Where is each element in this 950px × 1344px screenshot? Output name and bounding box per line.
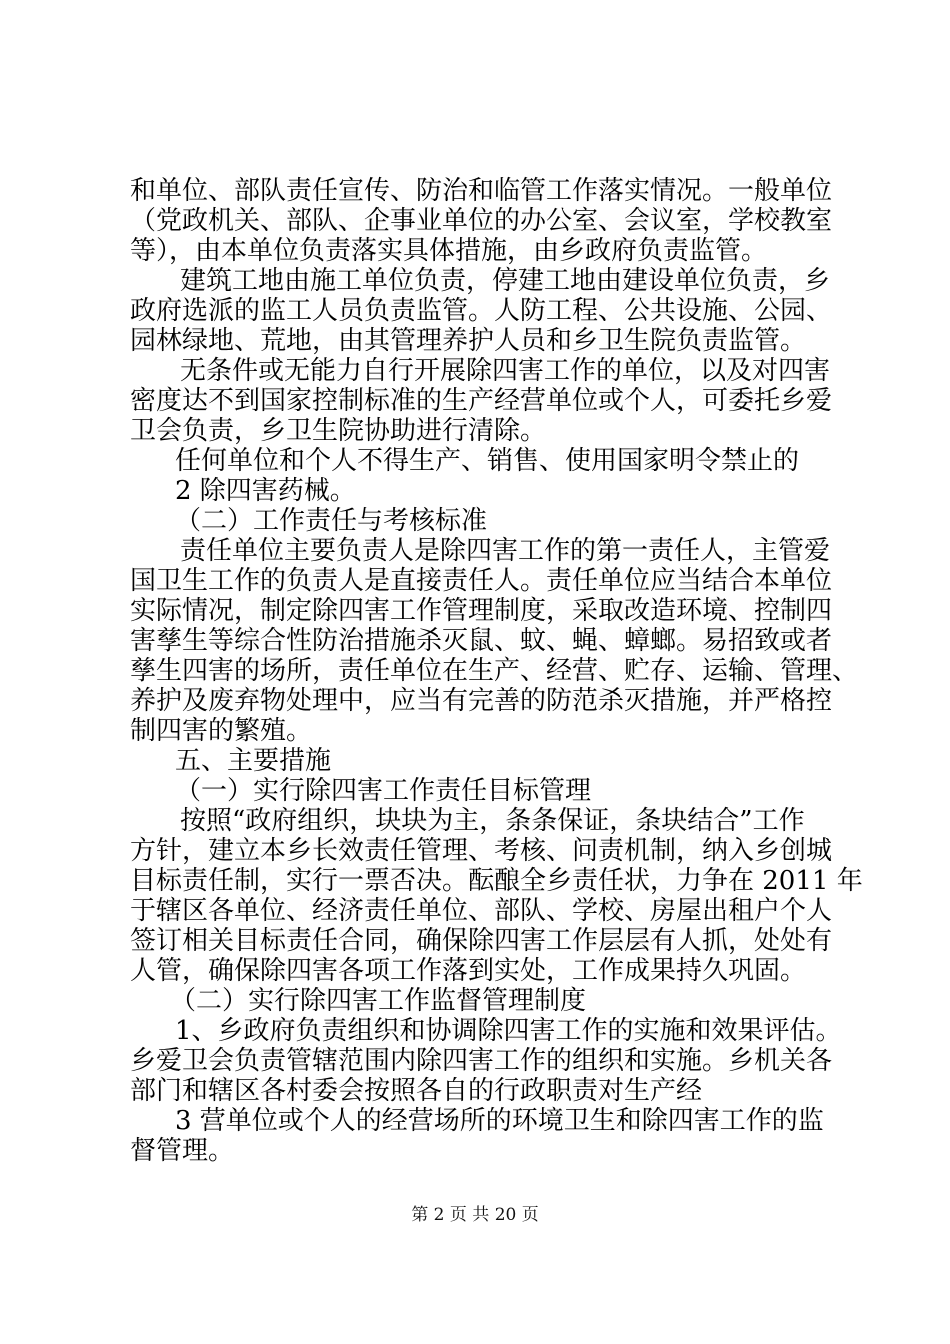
text-line: 和单位、部队责任宣传、防治和临管工作落实情况。一般单位 — [130, 176, 833, 206]
text-line: 1、乡政府负责组织和协调除四害工作的实施和效果评估。 — [175, 1016, 842, 1046]
text-line: 签订相关目标责任合同，确保除四害工作层层有人抓，处处有 — [130, 926, 833, 956]
text-line: 3 营单位或个人的经营场所的环境卫生和除四害工作的监 — [175, 1106, 824, 1136]
text-line: 方针，建立本乡长效责任管理、考核、问责机制，纳入乡创城 — [130, 836, 833, 866]
text-line: 孳生四害的场所，责任单位在生产、经营、贮存、运输、管理、 — [130, 656, 859, 686]
text-line: 制四害的繁殖。 — [130, 716, 313, 746]
text-line: 督管理。 — [130, 1136, 235, 1166]
text-line: （党政机关、部队、企事业单位的办公室、会议室，学校教室 — [130, 206, 833, 236]
text-line: 卫会负责，乡卫生院协助进行清除。 — [130, 416, 547, 446]
text-line: 于辖区各单位、经济责任单位、部队、学校、房屋出租户个人 — [130, 896, 833, 926]
text-line: 乡爱卫会负责管辖范围内除四害工作的组织和实施。乡机关各 — [130, 1046, 833, 1076]
text-line: 责任单位主要负责人是除四害工作的第一责任人，主管爱 — [180, 536, 831, 566]
text-line: 园林绿地、荒地，由其管理养护人员和乡卫生院负责监管。 — [130, 326, 807, 356]
text-line: 部门和辖区各村委会按照各自的行政职责对生产经 — [130, 1076, 703, 1106]
text-line: 等），由本单位负责落实具体措施，由乡政府负责监管。 — [130, 236, 768, 266]
section-heading: （二）工作责任与考核标准 — [175, 506, 488, 536]
section-heading: （二）实行除四害工作监督管理制度 — [170, 986, 587, 1016]
text-line: 害孳生等综合性防治措施杀灭鼠、蚊、蝇、蟑螂。易招致或者 — [130, 626, 833, 656]
text-line: 政府选派的监工人员负责监管。人防工程、公共设施、公园、 — [130, 296, 833, 326]
text-line: 实际情况，制定除四害工作管理制度，采取改造环境、控制四 — [130, 596, 833, 626]
text-line: 2 除四害药械。 — [175, 476, 356, 506]
text-line: 养护及废弃物处理中，应当有完善的防范杀灭措施，并严格控 — [130, 686, 833, 716]
section-heading: （一）实行除四害工作责任目标管理 — [175, 776, 592, 806]
text-line: 人管，确保除四害各项工作落到实处，工作成果持久巩固。 — [130, 956, 807, 986]
text-line: 无条件或无能力自行开展除四害工作的单位，以及对四害 — [180, 356, 831, 386]
section-heading: 五、主要措施 — [175, 746, 332, 776]
text-line: 建筑工地由施工单位负责，停建工地由建设单位负责，乡 — [180, 266, 831, 296]
text-line: 目标责任制，实行一票否决。酝酿全乡责任状，力争在 2011 年 — [130, 866, 863, 896]
text-line: 按照“政府组织，块块为主，条条保证，条块结合”工作 — [180, 806, 805, 836]
text-line: 密度达不到国家控制标准的生产经营单位或个人，可委托乡爱 — [130, 386, 833, 416]
text-line: 任何单位和个人不得生产、销售、使用国家明令禁止的 — [175, 446, 800, 476]
page-number-footer: 第 2 页 共 20 页 — [411, 1205, 539, 1225]
text-line: 国卫生工作的负责人是直接责任人。责任单位应当结合本单位 — [130, 566, 833, 596]
